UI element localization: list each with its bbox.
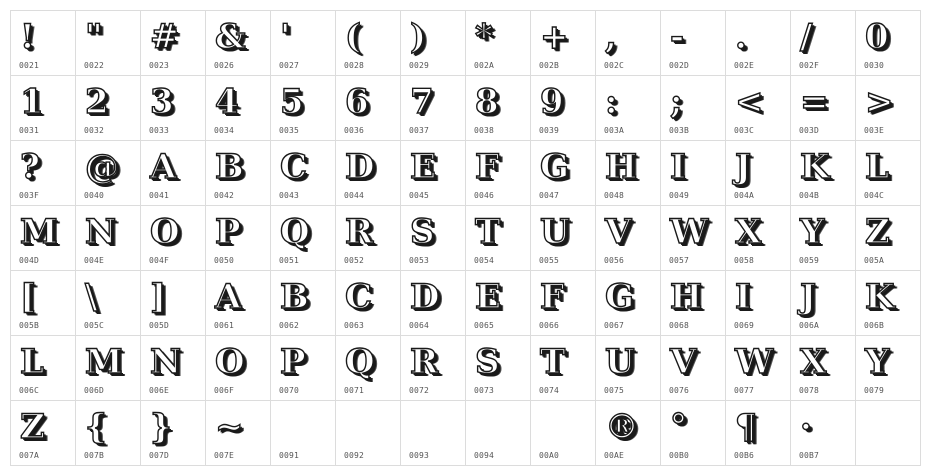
glyph-codepoint: 003E xyxy=(864,126,885,135)
glyph-preview: Z xyxy=(20,407,45,447)
glyph-preview: 0 xyxy=(865,17,889,57)
glyph-preview: ? xyxy=(20,147,40,187)
glyph-codepoint: 003C xyxy=(734,126,755,135)
glyph-codepoint: 0055 xyxy=(539,256,560,265)
glyph-cell[interactable] xyxy=(791,76,856,141)
glyph-codepoint: 0039 xyxy=(539,126,560,135)
glyph-codepoint: 003A xyxy=(604,126,625,135)
glyph-preview: Z xyxy=(865,212,890,252)
glyph-codepoint: 0035 xyxy=(279,126,300,135)
glyph-cell[interactable] xyxy=(791,141,856,206)
glyph-codepoint: 0046 xyxy=(474,191,495,200)
glyph-codepoint: 0065 xyxy=(474,321,495,330)
glyph-cell[interactable] xyxy=(271,206,336,271)
glyph-codepoint: 0094 xyxy=(474,451,495,460)
glyph-codepoint: 0078 xyxy=(799,386,820,395)
glyph-cell[interactable] xyxy=(661,271,726,336)
glyph-cell[interactable] xyxy=(466,401,531,466)
glyph-preview: 2 xyxy=(85,82,109,122)
glyph-preview: G xyxy=(540,147,570,187)
glyph-preview: * xyxy=(475,17,493,57)
glyph-codepoint: 0047 xyxy=(539,191,560,200)
glyph-preview: K xyxy=(800,147,830,187)
glyph-codepoint: 0021 xyxy=(19,61,40,70)
glyph-codepoint: 0064 xyxy=(409,321,430,330)
glyph-codepoint: 002C xyxy=(604,61,625,70)
glyph-cell[interactable] xyxy=(141,11,206,76)
glyph-cell[interactable] xyxy=(401,76,466,141)
glyph-codepoint: 00AE xyxy=(604,451,625,460)
glyph-codepoint: 0053 xyxy=(409,256,430,265)
glyph-cell[interactable] xyxy=(11,271,76,336)
glyph-cell[interactable] xyxy=(76,141,141,206)
glyph-preview: D xyxy=(410,277,440,317)
glyph-codepoint: 0028 xyxy=(344,61,365,70)
glyph-codepoint: 0022 xyxy=(84,61,105,70)
glyph-cell[interactable] xyxy=(141,206,206,271)
glyph-preview: Q xyxy=(280,212,310,252)
glyph-codepoint: 00B7 xyxy=(799,451,820,460)
glyph-preview: · xyxy=(800,407,812,447)
glyph-preview: } xyxy=(150,407,172,447)
glyph-cell[interactable] xyxy=(271,11,336,76)
glyph-cell[interactable] xyxy=(531,336,596,401)
glyph-codepoint: 0052 xyxy=(344,256,365,265)
glyph-preview: F xyxy=(540,277,565,317)
glyph-preview: P xyxy=(215,212,241,252)
glyph-cell[interactable] xyxy=(336,141,401,206)
glyph-preview: ~ xyxy=(215,407,244,447)
glyph-preview: [ xyxy=(20,277,37,317)
glyph-cell[interactable] xyxy=(11,401,76,466)
glyph-cell[interactable] xyxy=(76,336,141,401)
glyph-cell[interactable] xyxy=(401,206,466,271)
glyph-preview: 5 xyxy=(280,82,304,122)
glyph-cell[interactable] xyxy=(206,76,271,141)
glyph-codepoint: 006C xyxy=(19,386,40,395)
glyph-cell[interactable] xyxy=(531,11,596,76)
glyph-codepoint: 004E xyxy=(84,256,105,265)
glyph-codepoint: 0068 xyxy=(669,321,690,330)
glyph-cell[interactable] xyxy=(856,206,921,271)
glyph-codepoint: 0093 xyxy=(409,451,430,460)
glyph-cell[interactable] xyxy=(596,206,661,271)
glyph-codepoint: 0037 xyxy=(409,126,430,135)
glyph-codepoint: 0072 xyxy=(409,386,430,395)
glyph-cell[interactable] xyxy=(271,401,336,466)
glyph-preview: B xyxy=(280,277,309,317)
glyph-codepoint: 006B xyxy=(864,321,885,330)
glyph-preview: ° xyxy=(670,407,687,447)
glyph-cell[interactable] xyxy=(336,206,401,271)
glyph-preview: A xyxy=(215,277,242,317)
glyph-preview: ® xyxy=(605,407,639,447)
glyph-preview: T xyxy=(540,342,566,382)
glyph-cell[interactable] xyxy=(206,206,271,271)
glyph-cell[interactable] xyxy=(401,11,466,76)
glyph-preview: 1 xyxy=(20,82,44,122)
glyph-cell[interactable] xyxy=(596,336,661,401)
glyph-codepoint: 0071 xyxy=(344,386,365,395)
glyph-codepoint: 002B xyxy=(539,61,560,70)
glyph-preview: I xyxy=(670,147,686,187)
glyph-codepoint: 004A xyxy=(734,191,755,200)
glyph-codepoint: 0091 xyxy=(279,451,300,460)
glyph-codepoint: 006E xyxy=(149,386,170,395)
glyph-codepoint: 003B xyxy=(669,126,690,135)
glyph-preview: E xyxy=(475,277,501,317)
glyph-cell[interactable] xyxy=(141,141,206,206)
glyph-codepoint: 0061 xyxy=(214,321,235,330)
glyph-cell[interactable] xyxy=(726,271,791,336)
glyph-preview: ] xyxy=(150,277,167,317)
glyph-cell[interactable] xyxy=(466,206,531,271)
glyph-cell[interactable] xyxy=(206,141,271,206)
glyph-cell[interactable] xyxy=(141,401,206,466)
glyph-preview: N xyxy=(150,342,182,382)
glyph-preview: M xyxy=(20,212,58,252)
glyph-cell[interactable] xyxy=(401,336,466,401)
glyph-cell[interactable] xyxy=(141,336,206,401)
glyph-cell[interactable] xyxy=(76,271,141,336)
glyph-codepoint: 005A xyxy=(864,256,885,265)
glyph-preview: = xyxy=(800,82,829,122)
glyph-cell[interactable] xyxy=(76,11,141,76)
glyph-cell[interactable] xyxy=(661,76,726,141)
glyph-preview: E xyxy=(410,147,436,187)
glyph-cell[interactable] xyxy=(11,141,76,206)
glyph-codepoint: 0054 xyxy=(474,256,495,265)
glyph-cell[interactable] xyxy=(856,11,921,76)
glyph-codepoint: 004F xyxy=(149,256,170,265)
glyph-codepoint: 004C xyxy=(864,191,885,200)
glyph-codepoint: 0062 xyxy=(279,321,300,330)
glyph-cell[interactable] xyxy=(661,11,726,76)
glyph-codepoint: 0044 xyxy=(344,191,365,200)
glyph-cell[interactable] xyxy=(531,401,596,466)
glyph-cell[interactable] xyxy=(141,271,206,336)
glyph-codepoint: 0063 xyxy=(344,321,365,330)
glyph-preview: S xyxy=(475,342,500,382)
glyph-preview: V xyxy=(670,342,697,382)
glyph-cell[interactable] xyxy=(271,76,336,141)
glyph-preview: \ xyxy=(85,277,98,317)
glyph-cell[interactable] xyxy=(661,401,726,466)
glyph-codepoint: 007D xyxy=(149,451,170,460)
glyph-preview: 6 xyxy=(345,82,369,122)
glyph-codepoint: 0030 xyxy=(864,61,885,70)
glyph-codepoint: 007A xyxy=(19,451,40,460)
glyph-cell[interactable] xyxy=(11,11,76,76)
glyph-preview: + xyxy=(540,17,569,57)
glyph-preview: < xyxy=(735,82,764,122)
glyph-cell[interactable] xyxy=(791,206,856,271)
glyph-codepoint: 0066 xyxy=(539,321,560,330)
glyph-preview: ! xyxy=(20,17,35,57)
glyph-cell[interactable] xyxy=(791,11,856,76)
glyph-preview: M xyxy=(85,342,123,382)
glyph-preview: N xyxy=(85,212,117,252)
glyph-preview: K xyxy=(865,277,895,317)
glyph-cell[interactable] xyxy=(336,401,401,466)
glyph-codepoint: 002A xyxy=(474,61,495,70)
glyph-preview: R xyxy=(410,342,439,382)
glyph-cell[interactable] xyxy=(661,336,726,401)
glyph-preview: H xyxy=(670,277,703,317)
glyph-cell[interactable] xyxy=(726,206,791,271)
glyph-preview: # xyxy=(150,17,179,57)
glyph-preview: C xyxy=(345,277,373,317)
glyph-codepoint: 0049 xyxy=(669,191,690,200)
glyph-cell[interactable] xyxy=(206,336,271,401)
glyph-cell[interactable] xyxy=(531,206,596,271)
glyph-codepoint: 0058 xyxy=(734,256,755,265)
glyph-cell[interactable] xyxy=(661,206,726,271)
glyph-preview: ) xyxy=(410,17,427,57)
glyph-preview: L xyxy=(20,342,44,382)
glyph-cell[interactable] xyxy=(856,336,921,401)
glyph-preview: V xyxy=(605,212,632,252)
glyph-cell[interactable] xyxy=(76,206,141,271)
glyph-preview: R xyxy=(345,212,374,252)
glyph-codepoint: 0056 xyxy=(604,256,625,265)
glyph-codepoint: 0079 xyxy=(864,386,885,395)
glyph-preview: X xyxy=(800,342,827,382)
glyph-codepoint: 006A xyxy=(799,321,820,330)
glyph-codepoint: 0033 xyxy=(149,126,170,135)
glyph-preview: O xyxy=(150,212,180,252)
glyph-codepoint: 0059 xyxy=(799,256,820,265)
glyph-cell[interactable] xyxy=(466,271,531,336)
glyph-preview: I xyxy=(735,277,751,317)
glyph-preview: Y xyxy=(865,342,890,382)
glyph-preview: 4 xyxy=(215,82,239,122)
glyph-cell[interactable] xyxy=(791,271,856,336)
glyph-cell[interactable] xyxy=(726,76,791,141)
glyph-codepoint: 0050 xyxy=(214,256,235,265)
glyph-preview: Y xyxy=(800,212,825,252)
glyph-codepoint: 0057 xyxy=(669,256,690,265)
glyph-cell[interactable] xyxy=(271,336,336,401)
glyph-codepoint: 006F xyxy=(214,386,235,395)
glyph-codepoint: 0038 xyxy=(474,126,495,135)
glyph-preview: , xyxy=(605,17,617,57)
glyph-codepoint: 0067 xyxy=(604,321,625,330)
glyph-codepoint: 0029 xyxy=(409,61,430,70)
glyph-cell[interactable] xyxy=(206,11,271,76)
glyph-preview: ; xyxy=(670,82,683,122)
glyph-codepoint: 0032 xyxy=(84,126,105,135)
glyph-codepoint: 00B6 xyxy=(734,451,755,460)
glyph-codepoint: 0076 xyxy=(669,386,690,395)
glyph-codepoint: 0051 xyxy=(279,256,300,265)
glyph-cell[interactable] xyxy=(141,76,206,141)
glyph-codepoint: 0031 xyxy=(19,126,40,135)
glyph-cell[interactable] xyxy=(791,401,856,466)
glyph-cell[interactable] xyxy=(11,206,76,271)
glyph-codepoint: 00A0 xyxy=(539,451,560,460)
glyph-preview: 9 xyxy=(540,82,564,122)
glyph-cell[interactable] xyxy=(336,11,401,76)
glyph-codepoint: 0069 xyxy=(734,321,755,330)
glyph-codepoint: 005B xyxy=(19,321,40,330)
glyph-preview: ' xyxy=(280,17,291,57)
glyph-cell[interactable] xyxy=(596,401,661,466)
glyph-codepoint: 0070 xyxy=(279,386,300,395)
glyph-codepoint: 007B xyxy=(84,451,105,460)
glyph-codepoint: 0040 xyxy=(84,191,105,200)
glyph-codepoint: 002E xyxy=(734,61,755,70)
glyph-preview: Q xyxy=(345,342,375,382)
glyph-cell[interactable] xyxy=(336,336,401,401)
glyph-preview: W xyxy=(670,212,709,252)
glyph-preview: S xyxy=(410,212,435,252)
glyph-codepoint: 005D xyxy=(149,321,170,330)
glyph-preview: J xyxy=(735,147,752,187)
glyph-cell[interactable] xyxy=(531,271,596,336)
glyph-codepoint: 0045 xyxy=(409,191,430,200)
glyph-preview: B xyxy=(215,147,244,187)
glyph-preview: U xyxy=(605,342,635,382)
glyph-codepoint: 003F xyxy=(19,191,40,200)
glyph-cell[interactable] xyxy=(206,401,271,466)
glyph-preview: A xyxy=(150,147,177,187)
glyph-cell[interactable] xyxy=(466,76,531,141)
glyph-preview: 7 xyxy=(410,82,434,122)
glyph-cell[interactable] xyxy=(336,271,401,336)
glyph-preview: T xyxy=(475,212,501,252)
glyph-codepoint: 004D xyxy=(19,256,40,265)
glyph-codepoint: 0092 xyxy=(344,451,365,460)
glyph-preview: / xyxy=(800,17,813,57)
glyph-cell[interactable] xyxy=(466,11,531,76)
glyph-cell[interactable] xyxy=(596,141,661,206)
glyph-cell[interactable] xyxy=(856,141,921,206)
glyph-cell[interactable] xyxy=(726,11,791,76)
glyph-codepoint: 0048 xyxy=(604,191,625,200)
glyph-preview: U xyxy=(540,212,570,252)
glyph-cell[interactable] xyxy=(791,336,856,401)
glyph-preview: G xyxy=(605,277,635,317)
glyph-codepoint: 0073 xyxy=(474,386,495,395)
glyph-codepoint: 0077 xyxy=(734,386,755,395)
glyph-preview: L xyxy=(865,147,889,187)
glyph-preview: " xyxy=(85,17,103,57)
glyph-preview: W xyxy=(735,342,774,382)
glyph-codepoint: 003D xyxy=(799,126,820,135)
glyph-preview: H xyxy=(605,147,638,187)
glyph-cell[interactable] xyxy=(856,76,921,141)
glyph-cell[interactable] xyxy=(271,141,336,206)
glyph-cell[interactable] xyxy=(76,401,141,466)
glyph-cell[interactable] xyxy=(206,271,271,336)
glyph-codepoint: 0023 xyxy=(149,61,170,70)
glyph-preview: D xyxy=(345,147,375,187)
glyph-cell[interactable] xyxy=(401,141,466,206)
glyph-codepoint: 002F xyxy=(799,61,820,70)
glyph-preview: P xyxy=(280,342,306,382)
glyph-preview: : xyxy=(605,82,618,122)
glyph-preview: O xyxy=(215,342,245,382)
glyph-cell[interactable] xyxy=(596,271,661,336)
glyph-cell[interactable] xyxy=(466,141,531,206)
glyph-cell[interactable] xyxy=(271,271,336,336)
glyph-preview: & xyxy=(215,17,246,57)
glyph-codepoint: 0026 xyxy=(214,61,235,70)
glyph-preview: 3 xyxy=(150,82,174,122)
glyph-preview: J xyxy=(800,277,817,317)
glyph-cell[interactable] xyxy=(11,76,76,141)
glyph-cell[interactable] xyxy=(856,401,921,466)
glyph-codepoint: 005C xyxy=(84,321,105,330)
glyph-cell[interactable] xyxy=(661,141,726,206)
glyph-cell[interactable] xyxy=(401,401,466,466)
glyph-codepoint: 0043 xyxy=(279,191,300,200)
glyph-preview: 8 xyxy=(475,82,499,122)
glyph-codepoint: 006D xyxy=(84,386,105,395)
glyph-cell[interactable] xyxy=(726,141,791,206)
glyph-codepoint: 007E xyxy=(214,451,235,460)
glyph-cell[interactable] xyxy=(336,76,401,141)
glyph-codepoint: 0041 xyxy=(149,191,170,200)
glyph-cell[interactable] xyxy=(76,76,141,141)
glyph-codepoint: 0036 xyxy=(344,126,365,135)
glyph-preview: { xyxy=(85,407,107,447)
glyph-preview: C xyxy=(280,147,308,187)
glyph-cell[interactable] xyxy=(11,336,76,401)
glyph-codepoint: 00B0 xyxy=(669,451,690,460)
glyph-cell[interactable] xyxy=(726,401,791,466)
glyph-preview: @ xyxy=(85,147,119,187)
glyph-preview: ¶ xyxy=(735,407,757,447)
glyph-cell[interactable] xyxy=(596,11,661,76)
glyph-preview: . xyxy=(735,17,747,57)
glyph-cell[interactable] xyxy=(466,336,531,401)
glyph-cell[interactable] xyxy=(401,271,466,336)
glyph-codepoint: 002D xyxy=(669,61,690,70)
glyph-cell[interactable] xyxy=(531,76,596,141)
glyph-preview: - xyxy=(670,17,685,57)
glyph-cell[interactable] xyxy=(531,141,596,206)
glyph-cell[interactable] xyxy=(856,271,921,336)
glyph-grid xyxy=(10,10,921,466)
glyph-cell[interactable] xyxy=(596,76,661,141)
glyph-codepoint: 0042 xyxy=(214,191,235,200)
glyph-codepoint: 004B xyxy=(799,191,820,200)
glyph-codepoint: 0074 xyxy=(539,386,560,395)
glyph-preview: ( xyxy=(345,17,362,57)
glyph-codepoint: 0075 xyxy=(604,386,625,395)
glyph-preview: X xyxy=(735,212,762,252)
glyph-cell[interactable] xyxy=(726,336,791,401)
glyph-preview: F xyxy=(475,147,500,187)
glyph-codepoint: 0027 xyxy=(279,61,300,70)
glyph-preview: > xyxy=(865,82,894,122)
glyph-codepoint: 0034 xyxy=(214,126,235,135)
